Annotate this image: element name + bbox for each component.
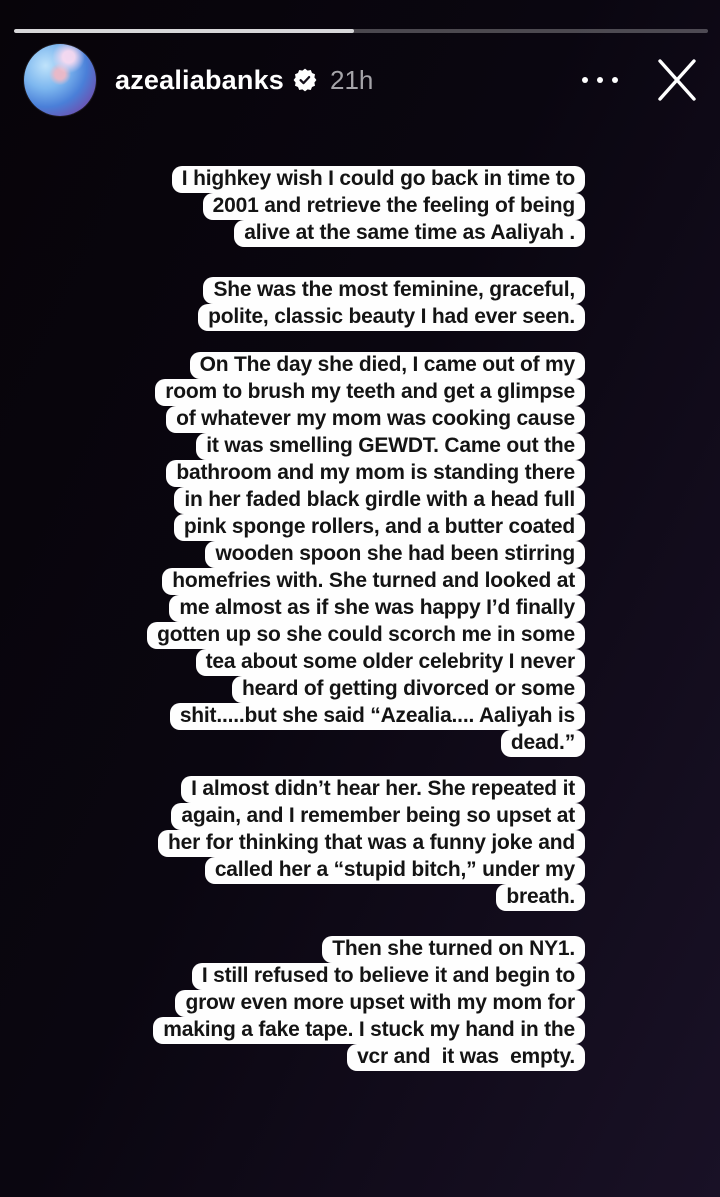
story-text-line: tea about some older celebrity I never	[196, 649, 585, 676]
story-text-line: dead.”	[501, 730, 585, 757]
story-text-line: wooden spoon she had been stirring	[205, 541, 585, 568]
close-button[interactable]	[654, 57, 700, 103]
story-text-line: gotten up so she could scorch me in some	[147, 622, 585, 649]
close-icon	[654, 57, 700, 103]
story-text-block	[147, 352, 585, 757]
story-text-line: making a fake tape. I stuck my hand in the	[153, 1017, 585, 1044]
story-text-line: Then she turned on NY1.	[322, 936, 585, 963]
story-text-line: On The day she died, I came out of my	[190, 352, 585, 379]
story-text-line: I highkey wish I could go back in time to	[172, 166, 585, 193]
story-text-line: homefries with. She turned and looked at	[162, 568, 585, 595]
story-text-line: I almost didn’t hear her. She repeated it	[181, 776, 585, 803]
story-text-line: her for thinking that was a funny joke and	[158, 830, 585, 857]
story-text-line: again, and I remember being so upset at	[171, 803, 585, 830]
more-options-button[interactable]	[580, 67, 620, 93]
story-text-line: I still refused to believe it and begin to	[192, 963, 585, 990]
username[interactable]: azealiabanks	[115, 64, 285, 95]
story-progress-fill	[14, 29, 354, 33]
story-text-line: She was the most feminine, graceful,	[203, 277, 585, 304]
story-text-line: pink sponge rollers, and a butter coated	[174, 514, 585, 541]
verified-badge-icon	[293, 68, 317, 92]
story-text-line: called her a “stupid bitch,” under my	[205, 857, 585, 884]
timestamp: 21h	[330, 64, 374, 95]
avatar[interactable]	[24, 44, 96, 116]
story-text-line: breath.	[496, 884, 585, 911]
story-text-block	[172, 166, 585, 247]
story-text-block	[198, 277, 585, 331]
story-text-block	[158, 776, 585, 911]
story-text-line: alive at the same time as Aaliyah .	[234, 220, 585, 247]
story-progress-bar	[14, 29, 708, 33]
ellipsis-icon	[582, 77, 588, 83]
story-text-line: grow even more upset with my mom for	[175, 990, 585, 1017]
ellipsis-icon	[597, 77, 603, 83]
story-header	[24, 42, 702, 118]
story-text-line: shit.....but she said “Azealia.... Aaliyah is	[170, 703, 585, 730]
story-text-line: in her faded black girdle with a head full	[174, 487, 585, 514]
story-text-line: it was smelling GEWDT. Came out the	[196, 433, 585, 460]
story-text-block	[153, 936, 585, 1071]
story-text-line: 2001 and retrieve the feeling of being	[203, 193, 585, 220]
story-text-line: polite, classic beauty I had ever seen.	[198, 304, 585, 331]
story-text-line: room to brush my teeth and get a glimpse	[155, 379, 585, 406]
story-text-line: heard of getting divorced or some	[232, 676, 585, 703]
story-text-line: vcr and it was empty.	[347, 1044, 585, 1071]
story-text-line: of whatever my mom was cooking cause	[166, 406, 585, 433]
story-text-line: me almost as if she was happy I’d finally	[169, 595, 585, 622]
ellipsis-icon	[612, 77, 618, 83]
story-text-line: bathroom and my mom is standing there	[166, 460, 585, 487]
